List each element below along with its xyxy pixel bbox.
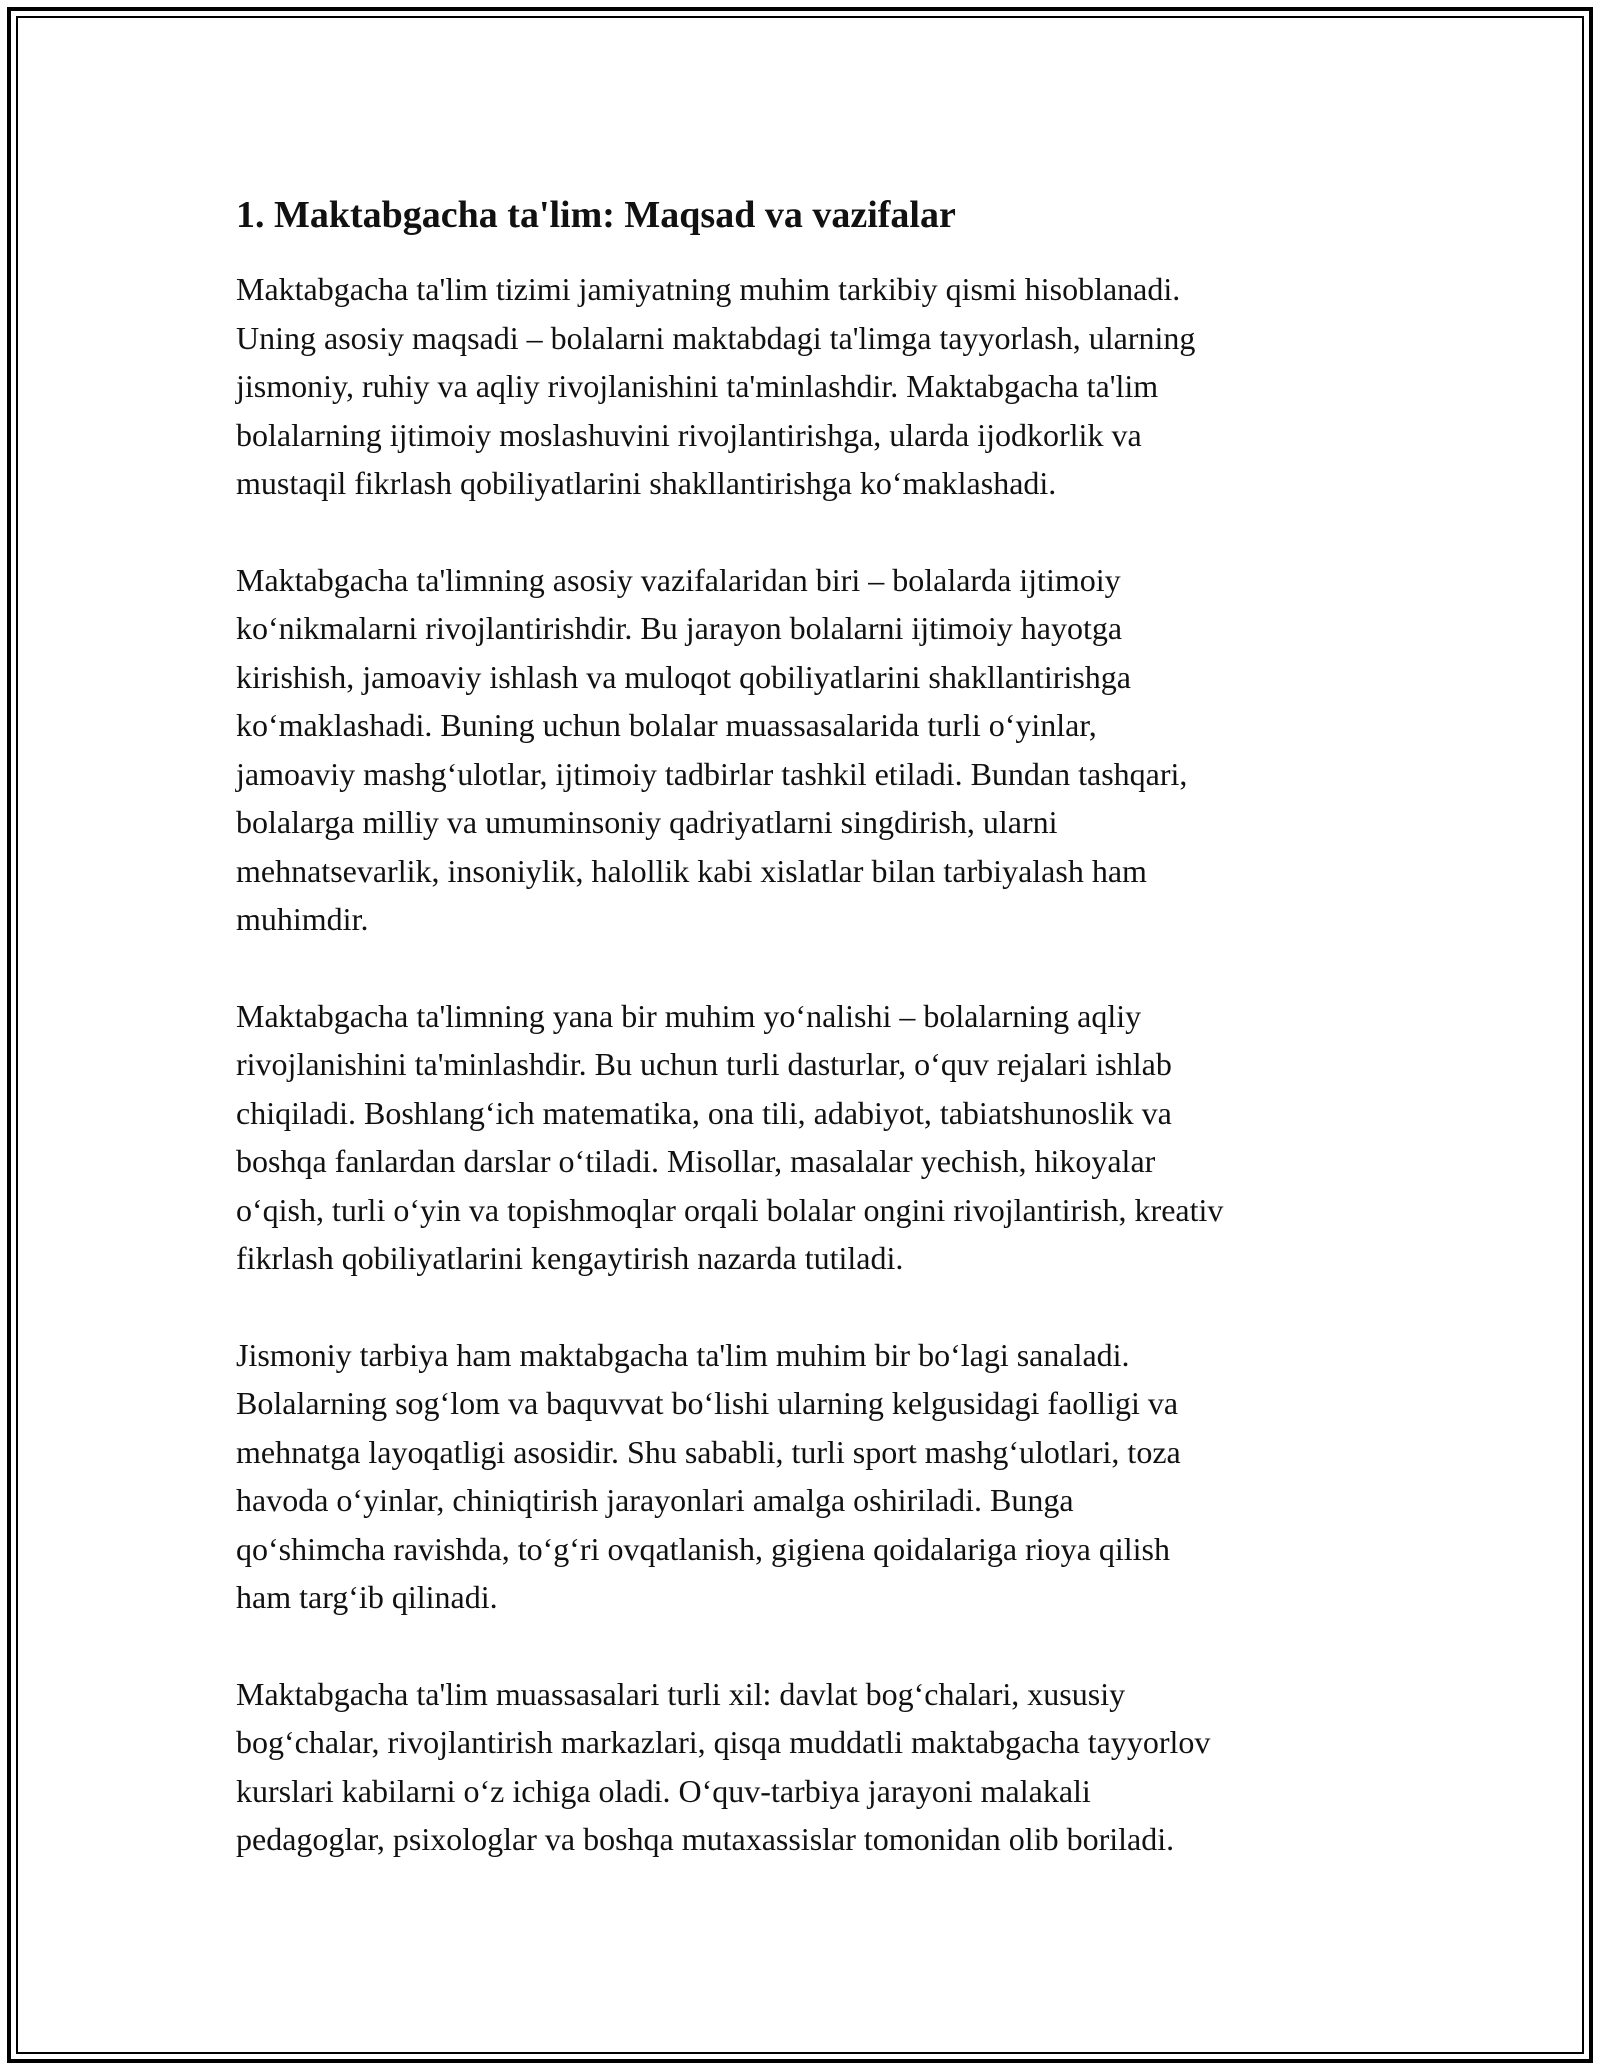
paragraph-line: o‘qish, turli o‘yin va topishmoqlar orqali bolalar ongini rivojlantirish, kreativ xyxy=(236,1191,1224,1228)
paragraph-line: fikrlash qobiliyatlarini kengaytirish nazarda tutiladi. xyxy=(236,1240,904,1276)
paragraph-line: Uning asosiy maqsadi – bolalarni maktabdagi ta'limga tayyorlash, ularning xyxy=(236,319,1196,356)
paragraph-social-skills xyxy=(236,556,1376,944)
paragraph-line: ko‘maklashadi. Buning uchun bolalar muassasalarida turli o‘yinlar, xyxy=(236,707,1097,743)
paragraph-line: mehnatsevarlik, insoniylik, halollik kabi xislatlar bilan tarbiyalash ham xyxy=(236,852,1147,889)
document-body xyxy=(236,187,1376,1912)
paragraph-mental-development xyxy=(236,992,1376,1283)
paragraph-line: jismoniy, ruhiy va aqliy rivojlanishini ta'minlashdir. Maktabgacha ta'lim xyxy=(236,368,1159,404)
paragraph-line: kurslari kabilarni o‘z ichiga oladi. O‘quv-tarbiya jarayoni malakali xyxy=(236,1772,1091,1809)
paragraph-line: qo‘shimcha ravishda, to‘g‘ri ovqatlanish, gigiena qoidalariga rioya qilish xyxy=(236,1530,1170,1567)
paragraph-line: kirishish, jamoaviy ishlash va muloqot qobiliyatlarini shakllantirishga xyxy=(236,658,1131,695)
paragraph-line: boshqa fanlardan darslar o‘tiladi. Misollar, masalalar yechish, hikoyalar xyxy=(236,1143,1156,1179)
paragraph-line: havoda o‘yinlar, chiniqtirish jarayonlari amalga oshiriladi. Bunga xyxy=(236,1482,1074,1518)
paragraph-line: Maktabgacha ta'lim muassasalari turli xil: davlat bog‘chalari, xususiy xyxy=(236,1675,1126,1712)
section-heading: 1. Maktabgacha ta'lim: Maqsad va vazifalar xyxy=(236,194,956,236)
paragraph-line: bolalarga milliy va umuminsoniy qadriyatlarni singdirish, ularni xyxy=(236,804,1058,840)
paragraph-line: muhimdir. xyxy=(236,901,369,937)
paragraph-line: pedagoglar, psixologlar va boshqa mutaxassislar tomonidan olib boriladi. xyxy=(236,1821,1175,1857)
paragraph-line: Jismoniy tarbiya ham maktabgacha ta'lim muhim bir bo‘lagi sanaladi. xyxy=(236,1336,1130,1373)
paragraph-line: Maktabgacha ta'limning asosiy vazifalaridan biri – bolalarda ijtimoiy xyxy=(236,561,1121,598)
paragraph-purpose xyxy=(236,265,1376,508)
paragraph-institutions xyxy=(236,1670,1376,1864)
paragraph-line: Bolalarning sog‘lom va baquvvat bo‘lishi ularning kelgusidagi faolligi va xyxy=(236,1385,1179,1421)
paragraph-line: mustaqil fikrlash qobiliyatlarini shakllantirishga ko‘maklashadi. xyxy=(236,465,1057,501)
paragraph-line: chiqiladi. Boshlang‘ich matematika, ona tili, adabiyot, tabiatshunoslik va xyxy=(236,1094,1172,1131)
paragraph-line: rivojlanishini ta'minlashdir. Bu uchun turli dasturlar, o‘quv rejalari ishlab xyxy=(236,1046,1172,1082)
paragraph-line: jamoaviy mashg‘ulotlar, ijtimoiy tadbirlar tashkil etiladi. Bundan tashqari, xyxy=(236,755,1188,792)
paragraph-line: Maktabgacha ta'limning yana bir muhim yo‘nalishi – bolalarning aqliy xyxy=(236,997,1142,1034)
paragraph-line: bolalarning ijtimoiy moslashuvini rivojlantirishga, ularda ijodkorlik va xyxy=(236,416,1142,453)
paragraph-line: ham targ‘ib qilinadi. xyxy=(236,1579,498,1615)
paragraph-line: bog‘chalar, rivojlantirish markazlari, qisqa muddatli maktabgacha tayyorlov xyxy=(236,1724,1211,1760)
paragraph-line: mehnatga layoqatligi asosidir. Shu sababli, turli sport mashg‘ulotlari, toza xyxy=(236,1433,1181,1470)
paragraph-line: Maktabgacha ta'lim tizimi jamiyatning muhim tarkibiy qismi hisoblanadi. xyxy=(236,271,1181,307)
paragraph-physical-education xyxy=(236,1331,1376,1622)
paragraph-line: ko‘nikmalarni rivojlantirishdir. Bu jarayon bolalarni ijtimoiy hayotga xyxy=(236,610,1123,646)
